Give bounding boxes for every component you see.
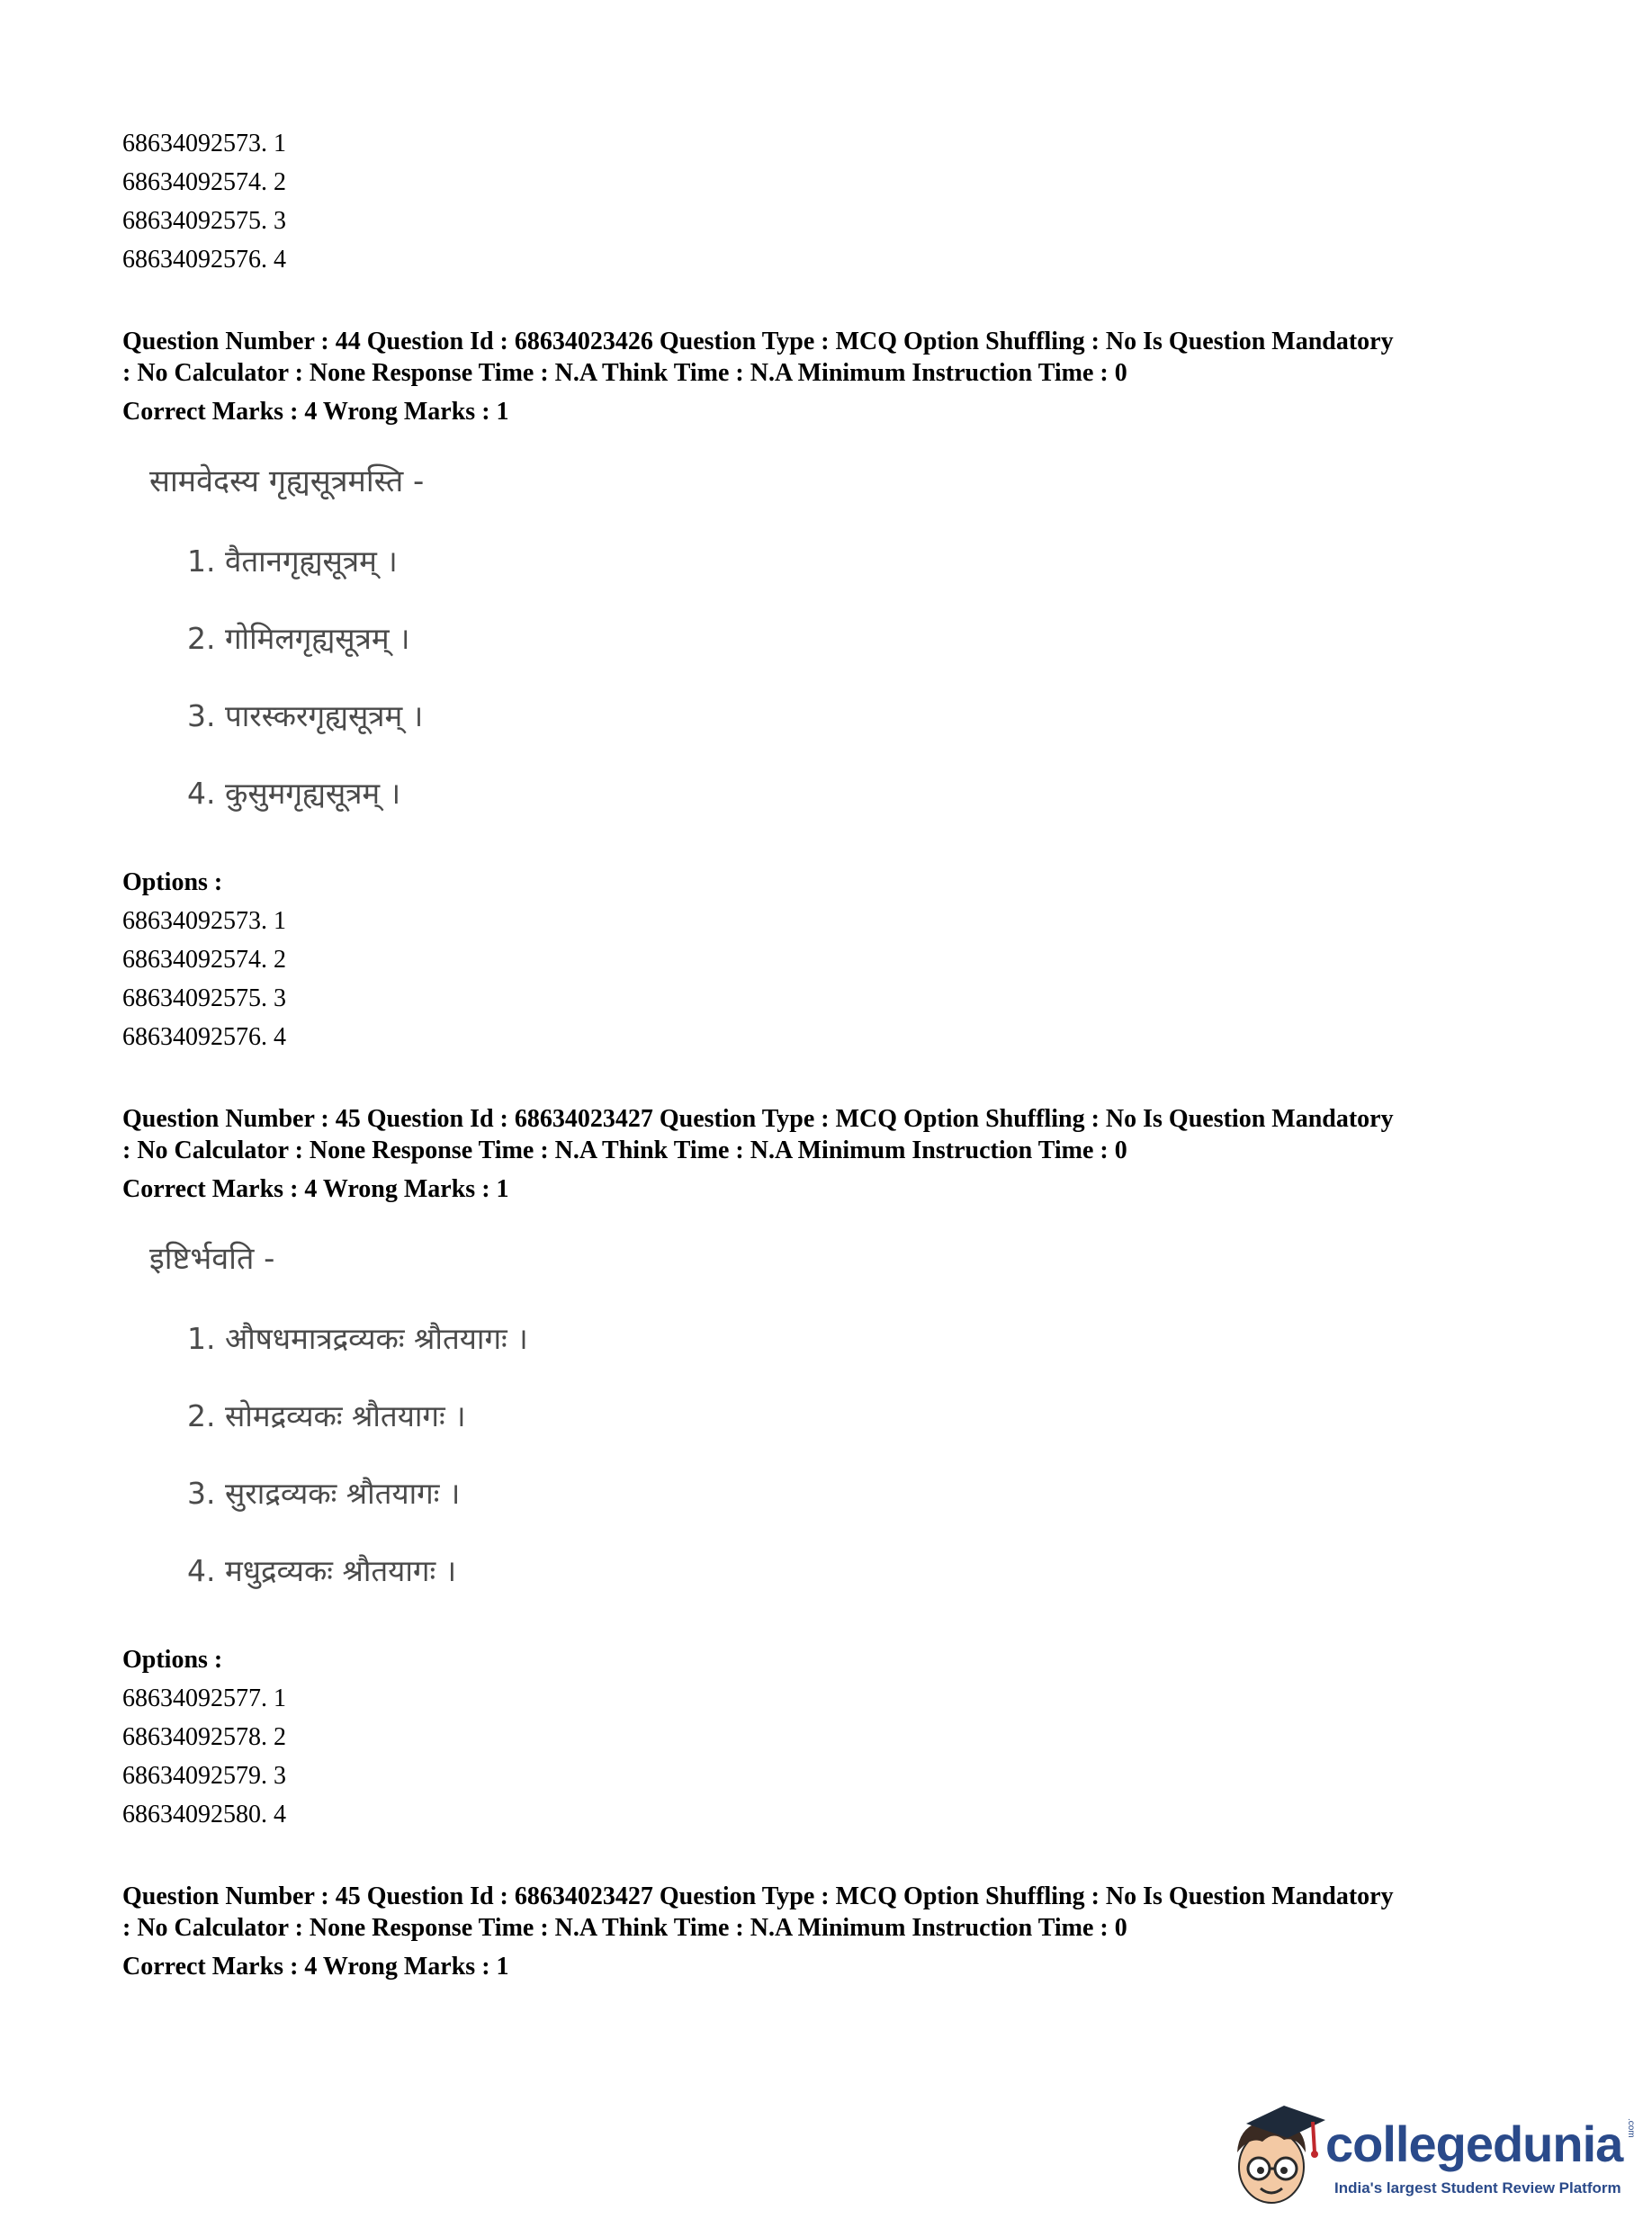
collegedunia-logo [1219, 2097, 1642, 2214]
question-meta-line-1: Question Number : 44 Question Id : 68634023426 Question Type : MCQ Option Shuffling : No Is Question Mandatory [122, 328, 1394, 355]
question-meta-line-2: : No Calculator : None Response Time : N.A Think Time : N.A Minimum Instruction Time : 0 [122, 1136, 1127, 1164]
option-line: 68634092575. 3 [122, 207, 286, 235]
option-line: 68634092575. 3 [122, 984, 286, 1012]
option-line: 68634092578. 2 [122, 1723, 286, 1751]
choice-list [122, 1300, 1544, 1610]
question-text: इष्टिर्भवति - [149, 1241, 275, 1277]
choice-item: 4. मधुद्रव्यकः श्रौतयागः । [187, 1553, 457, 1588]
choice-item: 1. औषधमात्रद्रव्यकः श्रौतयागः । [187, 1321, 528, 1356]
choice-item: 2. सोमद्रव्यकः श्रौतयागः । [187, 1398, 466, 1433]
question-meta-line-2: : No Calculator : None Response Time : N.A Think Time : N.A Minimum Instruction Time : 0 [122, 1914, 1127, 1942]
question-meta-line-2: : No Calculator : None Response Time : N.A Think Time : N.A Minimum Instruction Time : 0 [122, 359, 1127, 387]
choice-item: 3. सुराद्रव्यकः श्रौतयागः । [187, 1476, 461, 1511]
document-page [122, 124, 1544, 1982]
logo-wordmark: collegedunia [1325, 2116, 1623, 2172]
question-block-trailing [122, 1881, 1544, 1982]
question-block-44 [122, 326, 1544, 1056]
options-heading: Options : [122, 1646, 223, 1674]
top-options-list [122, 124, 1544, 279]
option-line: 68634092580. 4 [122, 1801, 286, 1828]
option-line: 68634092577. 1 [122, 1684, 286, 1712]
options-heading: Options : [122, 868, 223, 896]
logo-domain-suffix: .com [1626, 2118, 1636, 2138]
question-text: सामवेदस्य गृह्यसूत्रमस्ति - [149, 463, 425, 499]
choice-list [122, 523, 1544, 832]
logo-tagline: India's largest Student Review Platform [1334, 2179, 1621, 2197]
choice-item: 4. कुसुमगृह्यसूत्रम् । [187, 776, 401, 811]
question-meta-line-1: Question Number : 45 Question Id : 68634023427 Question Type : MCQ Option Shuffling : No Is Question Mandatory [122, 1882, 1394, 1910]
choice-item: 3. पारस्करगृह्यसूत्रम् । [187, 698, 424, 733]
question-meta [122, 326, 1544, 389]
choice-item: 2. गोमिलगृह्यसूत्रम् । [187, 621, 410, 656]
option-line: 68634092579. 3 [122, 1762, 286, 1790]
option-line: 68634092576. 4 [122, 1023, 286, 1051]
option-line: 68634092576. 4 [122, 246, 286, 274]
mascot-icon [1219, 2097, 1336, 2214]
option-line: 68634092573. 1 [122, 130, 286, 157]
question-marks: Correct Marks : 4 Wrong Marks : 1 [122, 1953, 509, 1981]
question-marks: Correct Marks : 4 Wrong Marks : 1 [122, 398, 509, 426]
choice-item: 1. वैतानगृह्यसूत्रम् । [187, 544, 398, 579]
option-line: 68634092573. 1 [122, 907, 286, 935]
question-meta [122, 1881, 1544, 1944]
question-marks: Correct Marks : 4 Wrong Marks : 1 [122, 1175, 509, 1203]
question-meta-line-1: Question Number : 45 Question Id : 68634023427 Question Type : MCQ Option Shuffling : No Is Question Mandatory [122, 1105, 1394, 1133]
question-block-45 [122, 1103, 1544, 1834]
option-line: 68634092574. 2 [122, 946, 286, 974]
option-line: 68634092574. 2 [122, 168, 286, 196]
question-meta [122, 1103, 1544, 1166]
